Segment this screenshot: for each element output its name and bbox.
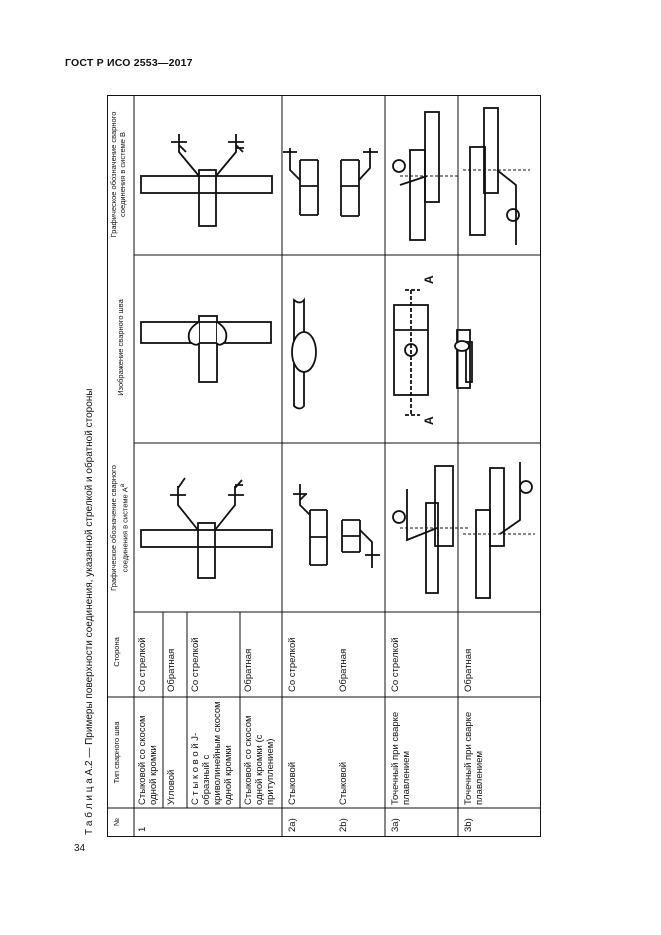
row-1b-type: Угловой <box>166 769 177 805</box>
row-3a-type: Точечный при сварке плавлением <box>390 711 412 805</box>
col-header-system-a <box>109 448 130 608</box>
system-a-label: Графическое обозначение сварного соединения в системе А <box>109 465 130 591</box>
col-header-system-b: Графическое обозначение сварного соединения в системе В <box>109 111 127 238</box>
row-1d-type: Стыковой со скосом одной кромки (с притуплением) <box>243 715 276 805</box>
page-number: 34 <box>74 843 86 854</box>
row-2b-side: Обратная <box>338 648 349 692</box>
row-2a-num: 2a) <box>287 818 298 832</box>
page-header: ГОСТ Р ИСО 2553—2017 <box>65 57 193 69</box>
row-1a-type: Стыковой со скосом одной кромки <box>137 715 159 805</box>
row-3b-type: Точечный при сварке плавлением <box>463 711 485 805</box>
row-1a-side: Со стрелкой <box>137 637 148 692</box>
col-header-type: Тип сварного шва <box>112 721 121 784</box>
row-1c-type: С т ы к о в о й J-образный с криволинейным скосом одной кромки <box>190 701 234 805</box>
system-a-footnote: a <box>119 483 126 488</box>
table-caption: Т а б л и ц а А.2 — Примеры поверхности соединения, указанной стрелкой и обратной стороны <box>84 388 95 835</box>
row-2b-type: Стыковой <box>338 761 349 805</box>
row-3a-side: Со стрелкой <box>390 637 401 692</box>
row-3b-num: 3b) <box>463 818 474 832</box>
col-header-image: Изображение сварного шва <box>116 299 125 396</box>
row-1b-side: Обратная <box>166 648 177 692</box>
section-label-top: A <box>422 275 436 284</box>
row-3b-side: Обратная <box>463 648 474 692</box>
col-header-side: Сторона <box>112 637 121 667</box>
row-1-num: 1 <box>137 826 148 832</box>
row-1d-side: Обратная <box>243 648 254 692</box>
row-3a-num: 3a) <box>390 818 401 832</box>
section-label-bottom: A <box>422 416 436 425</box>
row-2a-side: Со стрелкой <box>287 637 298 692</box>
row-1c-side: Со стрелкой <box>190 637 201 692</box>
row-2a-type: Стыковой <box>287 761 298 805</box>
row-2b-num: 2b) <box>338 818 349 832</box>
col-header-num: № <box>112 817 121 827</box>
